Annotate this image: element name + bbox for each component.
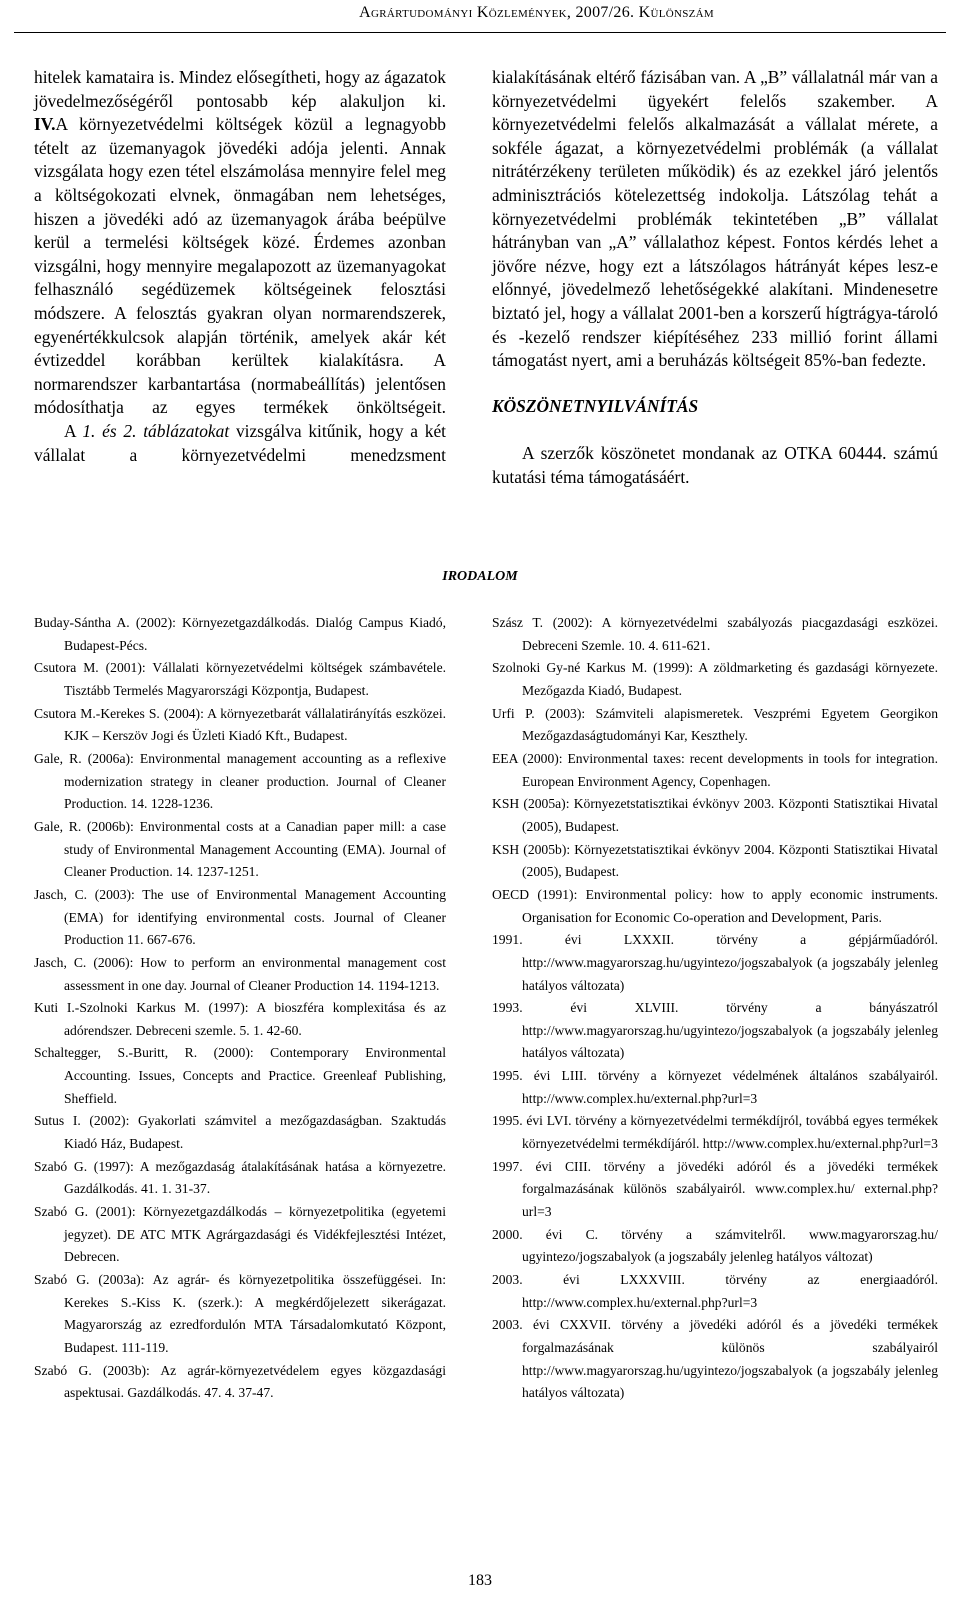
reference-item: 1993. évi XLVIII. törvény a bányászatról http://www.magyarorszag.hu/ugyintezo/jogszabalyok (a jogszabály jelenleg hatályos változata) — [492, 1000, 938, 1061]
paragraph: kialakításának eltérő fázisában van. A „B” vállalatnál már van a környezetvédelmi ügyekért felelős szakember. A környezetvédelmi felelős alkalmazását a vállalat mérete, a sokféle ágazat, a környezetvédelmi problémák (a vállalat nitrátérzékeny területen működik) és az ezekkel járó jelentős adminisztrációs kötelezettség indokolja. Látszólag tehát a környezetvédelmi problémák tekintetében „B” vállalat hátrányban van „A” vállalathoz képest. Fontos kérdés lehet a jövőre nézve, hogy ezt a látszólagos hátrányát képes lesz-e előnnyé, jövedelmező lehetőségekké alakítani. Mindenesetre biztató jel, hogy a vállalat 2001-ben a korszerű hígtrágya-tároló és -kezelő rendszer kiépítéséhez 233 millió forint állami támogatást nyert, ami a beruházás költségeit 85%-ban fedezte. — [492, 67, 938, 371]
section-iv-text: A környezetvédelmi költségek közül a legnagyobb tételt az üzemanyagok jövedéki adója jelenti. Annak vizsgálata hogy ezen tétel elszámolása mennyire felel meg a költségokozati elvnek, önmagában nem lehetséges, hiszen a jövedéki adó az üzemanyagok árába beépülve kerül a termelési költségek közé. Érdemes azonban vizsgálni, hogy mennyire megalapozott az üzemanyagokat felhasználó segédüzemek költségeinek felosztási módszere. A felosztás gyakran olyan normarendszerek, egyenértékkulcsok alapján történik, amelyek akár két évtizeddel korábban kerültek kialakításra. A normarendszer karbantartása (normabeállítás) jelentősen módosíthatja az egyes termékek önköltségeit. — [34, 114, 446, 418]
reference-item: Urfi P. (2003): Számviteli alapismeretek. Veszprémi Egyetem Georgikon Mezőgazdaságtudományi Kar, Keszthely. — [492, 705, 938, 744]
reference-item: Sutus I. (2002): Gyakorlati számvitel a mezőgazdaságban. Szaktudás Kiadó Ház, Budapest. — [34, 1113, 446, 1152]
text-span: vizsgálva kitűnik, hogy a két vállalat a környezetvédelmi menedzsment — [34, 420, 446, 465]
acknowledgement-title: KÖSZÖNETNYILVÁNÍTÁS — [492, 395, 699, 416]
reference-item: KSH (2005b): Környezetstatisztikai évkönyv 2004. Központi Statisztikai Hivatal (2005), Budapest. — [492, 841, 938, 880]
references-right-column — [492, 612, 938, 1405]
reference-item: Gale, R. (2006a): Environmental management accounting as a reflexive modernization strategy in cleaner production. Journal of Cleaner Production. 14. 1228-1236. — [34, 750, 446, 812]
text-span: A — [64, 420, 83, 441]
reference-item: Szász T. (2002): A környezetvédelmi szabályozás piacgazdasági eszközei. Debreceni Szemle. 10. 4. 611-621. — [492, 615, 938, 653]
reference-item: Gale, R. (2006b): Environmental costs at a Canadian paper mill: a case study of Environmental Management Accounting (EMA). Journal of Cleaner Production. 14. 1237-1251. — [34, 818, 446, 880]
left-text-column — [34, 66, 446, 467]
reference-item: OECD (1991): Environmental policy: how to apply economic instruments. Organisation for Economic Co-operation and Development, Paris. — [492, 886, 938, 925]
reference-item: Szabó G. (1997): A mezőgazdaság átalakításának hatása a környezetre. Gazdálkodás. 41. 1. 31-37. — [34, 1158, 446, 1197]
reference-item: KSH (2005a): Környezetstatisztikai évkönyv 2003. Központi Statisztikai Hivatal (2005), Budapest. — [492, 796, 938, 834]
reference-item: Kuti I.-Szolnoki Karkus M. (1997): A bioszféra komplexitása és az adórendszer. Debreceni szemle. 5. 1. 42-60. — [34, 1000, 446, 1038]
reference-item: EEA (2000): Environmental taxes: recent developments in tools for integration. European Environment Agency, Copenhagen. — [492, 750, 938, 789]
page-number: 183 — [468, 1572, 492, 1589]
reference-item: Szolnoki Gy-né Karkus M. (1999): A zöldmarketing és gazdasági környezete. Mezőgazda Kiadó, Budapest. — [492, 660, 938, 698]
reference-item: 2003. évi CXXVII. törvény a jövedéki adóról és a jövedéki termékek forgalmazásának különös szabályairól http://www.magyarorszag.hu/ugyintezo/jogszabalyok (a jogszabály jelenleg hatályos változata) — [492, 1317, 938, 1401]
reference-item: 1991. évi LXXXII. törvény a gépjárműadóról. http://www.magyarorszag.hu/ugyintezo/jogszabalyok (a jogszabály jelenleg hatályos változata) — [492, 932, 938, 993]
reference-item: 1995. évi LIII. törvény a környezet védelmének általános szabályairól. http://www.complex.hu/external.php?url=3 — [492, 1068, 938, 1106]
reference-item: Csutora M.-Kerekes S. (2004): A környezetbarát vállalatirányítás eszközei. KJK – Kerszöv Jogi és Üzleti Kiadó Kft., Budapest. — [34, 705, 446, 744]
reference-item: Buday-Sántha A. (2002): Környezetgazdálkodás. Dialóg Campus Kiadó, Budapest-Pécs. — [34, 615, 446, 653]
running-header — [14, 0, 946, 33]
references-left-column — [34, 612, 446, 1405]
right-text-column — [492, 66, 938, 490]
section-iv-paragraph — [34, 113, 446, 420]
reference-item: Schaltegger, S.-Buritt, R. (2000): Contemporary Environmental Accounting. Issues, Concepts and Practice. Greenleaf Publishing, Sheffield. — [34, 1045, 446, 1106]
references-heading: IRODALOM — [442, 569, 518, 584]
reference-item: 1995. évi LVI. törvény a környezetvédelmi termékdíjról, továbbá egyes termékek környezetvédelmi termékdíjáról. http://www.complex.hu/external.php?url=3 — [492, 1113, 938, 1152]
reference-item: 2000. évi C. törvény a számvitelről. www.magyarorszag.hu/ ugyintezo/jogszabalyok (a jogszabály jelenleg hatályos változat) — [492, 1226, 938, 1265]
reference-item: Szabó G. (2003b): Az agrár-környezetvédelem egyes közgazdasági aspektusai. Gazdálkodás. 47. 4. 37-47. — [34, 1362, 446, 1401]
paragraph — [34, 420, 446, 467]
section-number: IV. — [34, 114, 56, 135]
acknowledgement-text: A szerzők köszönetet mondanak az OTKA 60444. számú kutatási téma támogatásáért. — [492, 443, 938, 487]
table-reference: 1. és 2. táblázatokat — [82, 420, 230, 441]
reference-item: Jasch, C. (2003): The use of Environmental Management Accounting (EMA) for identifying environmental costs. Journal of Cleaner Production 11. 667-676. — [34, 886, 446, 948]
journal-title: Agrártudományi Közlemények, 2007/26. Különszám — [359, 4, 714, 21]
paragraph: hitelek kamataira is. Mindez elősegítheti, hogy az ágazatok jövedelmezőségéről pontosabb kép alakuljon ki. — [34, 67, 446, 111]
reference-item: 1997. évi CIII. törvény a jövedéki adóról és a jövedéki termékek forgalmazásának különös szabályairól. www.complex.hu/ external.php?url=3 — [492, 1158, 938, 1220]
reference-item: Csutora M. (2001): Vállalati környezetvédelmi költségek számbavétele. Tisztább Termelés Magyarországi Központja, Budapest. — [34, 660, 446, 698]
reference-item: Jasch, C. (2006): How to perform an environmental management cost assessment in one day. Journal of Cleaner Production 14. 1194-1213. — [34, 954, 446, 993]
reference-item: 2003. évi LXXXVIII. törvény az energiaadóról. http://www.complex.hu/external.php?url=3 — [492, 1272, 938, 1310]
reference-item: Szabó G. (2003a): Az agrár- és környezetpolitika összefüggései. In: Kerekes S.-Kiss K. (szerk.): A megkérdőjelezett sikerágazat. Magyarország az ezredfordulón MTA Társadalomkutató Központ, Budapest. 111-119. — [34, 1272, 446, 1355]
reference-item: Szabó G. (2001): Környezetgazdálkodás – környezetpolitika (egyetemi jegyzet). DE ATC MTK Agrárgazdasági és Vidékfejlesztési Intézet, Debrecen. — [34, 1204, 446, 1265]
